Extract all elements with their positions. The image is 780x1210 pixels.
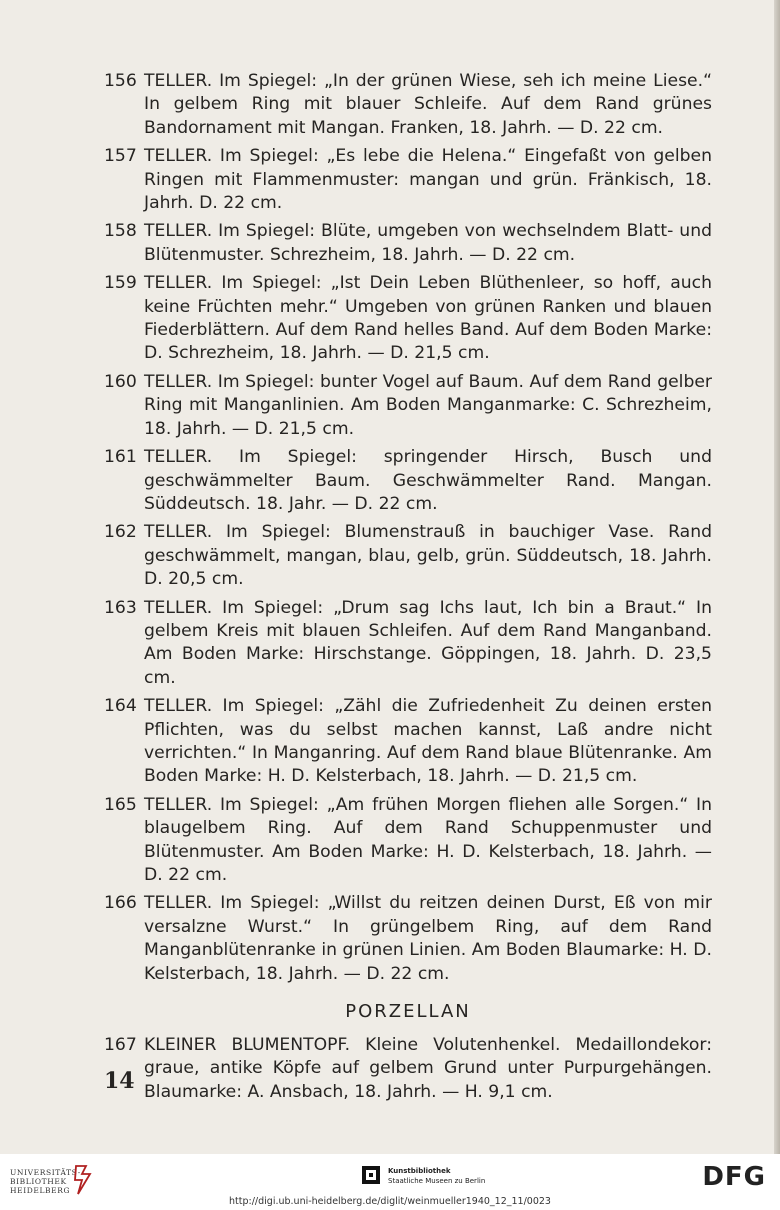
entry-text: TELLER. Im Spiegel: „In der grünen Wiese, seh ich meine Liese.“ In gelbem Ring mit blauer Schleife. Auf dem Rand grünes Bandornament mit Mangan. Franken, 18. Jahrh. — D. 22 cm. bbox=[144, 71, 712, 138]
page-number: 14 bbox=[104, 1068, 135, 1094]
entry-text: TELLER. Im Spiegel: bunter Vogel auf Baum. Auf dem Rand gelber Ring mit Manganlinien. Am Boden Manganmarke: C. Schrezheim, 18. Jahrh. — D. 21,5 cm. bbox=[144, 371, 712, 439]
entries-before-section bbox=[104, 70, 712, 986]
section-title: PORZELLAN bbox=[345, 1001, 471, 1023]
catalog-entry bbox=[104, 70, 712, 140]
university-seal-icon bbox=[72, 1162, 94, 1198]
dfg-logo: DFG bbox=[702, 1162, 766, 1192]
page-edge-shadow bbox=[774, 0, 780, 1154]
catalog-entry bbox=[104, 794, 712, 888]
entry-text: TELLER. Im Spiegel: „Drum sag Ichs laut, Ich bin a Braut.“ In gelbem Kreis mit blauen Schleifen. Auf dem Rand Manganband. Am Boden Marke: Hirschstange. Göppingen, 18. Jahrh. D. 23,5 cm. bbox=[144, 597, 712, 688]
entry-number: 157 bbox=[104, 146, 137, 167]
university-library-logo-text bbox=[10, 1168, 81, 1195]
entry-text: TELLER. Im Spiegel: „Es lebe die Helena.“ Eingefaßt von gelben Ringen mit Flammenmuster: mangan und grün. Fränkisch, 18. Jahrh. D. 22 cm. bbox=[144, 146, 712, 214]
entry-text: TELLER. Im Spiegel: „Am frühen Morgen fliehen alle Sorgen.“ In blaugelbem Ring. Auf dem Rand Schuppenmuster und Blütenmuster. Am Boden Marke: H. D. Kelsterbach, 18. Jahrh. — D. 22 cm. bbox=[144, 794, 712, 885]
entry-number: 163 bbox=[104, 597, 137, 618]
entry-text: KLEINER BLUMENTOPF. Kleine Volutenhenkel. Medaillondekor: graue, antike Köpfe auf gelbem Grund unter Purpurgehängen. Blaumarke: A. Ansbach, 18. Jahrh. — H. 9,1 cm. bbox=[144, 1035, 712, 1102]
entry-text: TELLER. Im Spiegel: Blumenstrauß in bauchiger Vase. Rand geschwämmelt, mangan, blau, gelb, grün. Süddeutsch, 18. Jahrh. D. 20,5 cm. bbox=[144, 522, 712, 590]
university-logo-text: UNIVERSITÄTS- BIBLIOTHEK HEIDELBERG bbox=[10, 1168, 81, 1195]
entry-number: 164 bbox=[104, 696, 137, 717]
catalog-entry bbox=[104, 272, 712, 366]
entry-number: 158 bbox=[104, 221, 137, 242]
entry-text: TELLER. Im Spiegel: springender Hirsch, Busch und geschwämmelter Baum. Geschwämmelter Rand. Mangan. Süddeutsch. 18. Jahr. — D. 22 cm. bbox=[144, 447, 712, 514]
catalog-entry bbox=[104, 521, 712, 591]
kunstbibliothek-subtitle: Staatliche Museen zu Berlin bbox=[388, 1177, 486, 1185]
catalog-entry bbox=[104, 1034, 712, 1104]
entry-number: 161 bbox=[104, 447, 137, 468]
kunstbibliothek-text bbox=[388, 1166, 485, 1186]
entry-number: 165 bbox=[104, 794, 137, 815]
permalink-url[interactable]: http://digi.ub.uni-heidelberg.de/diglit/weinmueller1940_12_11/0023 bbox=[229, 1196, 551, 1207]
entry-number: 159 bbox=[104, 273, 137, 294]
kunstbibliothek-logo-icon bbox=[360, 1164, 382, 1186]
entry-number: 167 bbox=[104, 1035, 137, 1056]
entry-text: TELLER. Im Spiegel: Blüte, umgeben von wechselndem Blatt- und Blütenmuster. Schrezheim, 18. Jahrh. — D. 22 cm. bbox=[144, 221, 712, 265]
catalog-entries bbox=[104, 70, 712, 1109]
catalog-entry bbox=[104, 892, 712, 986]
entry-number: 162 bbox=[104, 522, 137, 543]
entry-number: 160 bbox=[104, 371, 137, 392]
kunstbibliothek-title: Kunstbibliothek bbox=[388, 1167, 451, 1175]
entry-number: 156 bbox=[104, 71, 137, 91]
catalog-entry bbox=[104, 446, 712, 516]
entries-after-section bbox=[104, 1034, 712, 1104]
entry-text: TELLER. Im Spiegel: „Ist Dein Leben Blüthenleer, so hoff, auch keine Früchten mehr.“ Umgeben von grünen Ranken und blauen Fiederblättern. Auf dem Rand helles Band. Auf dem Boden Marke: D. Schrezheim, 18. Jahrh. — D. 21,5 cm. bbox=[144, 273, 712, 364]
catalog-entry bbox=[104, 220, 712, 267]
entry-number: 166 bbox=[104, 893, 137, 914]
digitization-footer bbox=[0, 1154, 780, 1210]
catalog-entry bbox=[104, 597, 712, 691]
entry-text: TELLER. Im Spiegel: „Willst du reitzen deinen Durst, Eß von mir versalzne Wurst.“ In grüngelbem Ring, auf dem Rand Manganblütenranke in grünen Linien. Am Boden Blaumarke: H. D. Kelsterbach, 18. Jahrh. — D. 22 cm. bbox=[144, 893, 712, 984]
entry-text: TELLER. Im Spiegel: „Zähl die Zufriedenheit Zu deinen ersten Pflichten, was du selbst machen kannst, Laß andre nicht verrichten.“ In Manganring. Auf dem Rand blaue Blütenranke. Am Boden Marke: H. D. Kelsterbach, 18. Jahrh. — D. 21,5 cm. bbox=[144, 696, 712, 787]
catalog-entry bbox=[104, 145, 712, 215]
catalog-entry bbox=[104, 695, 712, 789]
catalog-entry bbox=[104, 371, 712, 441]
